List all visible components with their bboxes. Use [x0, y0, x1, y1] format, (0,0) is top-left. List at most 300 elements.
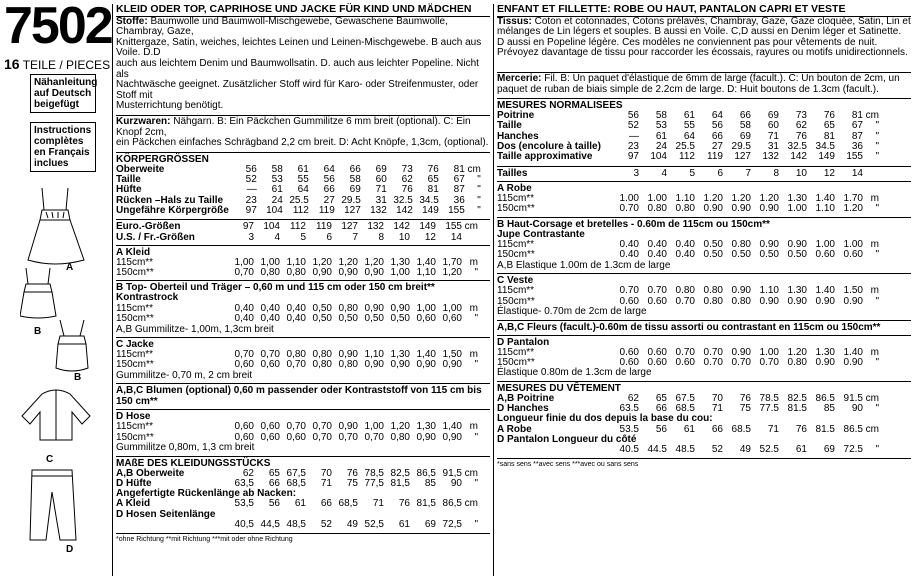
fr-body_rows-cell: 132 — [762, 151, 779, 163]
de-body_rows-row — [116, 206, 481, 216]
de-section-row-label: 150cm** — [116, 313, 154, 325]
de-garment-cell: 77,5 — [364, 477, 384, 489]
de-yardage-section — [116, 337, 490, 381]
de-size_rows-cell: 7 — [352, 231, 358, 243]
fr-size_rows-row-label: Tailles — [497, 167, 528, 179]
de-section-cell: 0,80 — [286, 267, 306, 279]
fr-size_rows-cell: 8 — [773, 167, 779, 179]
fr-garment-cell: 90 — [851, 402, 863, 414]
de-section-cell: 0,60 — [260, 421, 280, 433]
de-body_rows-row-label: Ungefähre Körpergröße — [116, 204, 229, 216]
fr-section-cell: 0.90 — [731, 203, 751, 215]
de-section-cell: 0,70 — [312, 431, 332, 443]
fr-section-cell: 1.30 — [815, 346, 835, 358]
de-garment-cell: 82,5 — [390, 467, 410, 479]
de-section-cell: 1,00 — [260, 256, 280, 268]
fr-section-cell: 0.60 — [815, 249, 835, 261]
de-section-cell: 0,40 — [234, 313, 254, 325]
de-body_rows-row-label: Taille — [116, 174, 141, 186]
fr-garment-label: D Hanches — [497, 402, 549, 414]
de-garment-cell: 65 — [268, 467, 280, 479]
fr-section-table — [497, 348, 879, 369]
fr-section-cell: 1.30 — [787, 192, 807, 204]
de-section-cell: 0,80 — [312, 359, 332, 371]
de-body_rows-cell: 36 — [453, 194, 465, 206]
fr-section-cell: 0.40 — [619, 239, 639, 251]
sketch-top-b-back — [56, 320, 88, 371]
de-garment-cell: 52 — [320, 519, 332, 531]
fr-section-cell: 0.80 — [787, 356, 807, 368]
fr-size_rows-cell: 5 — [689, 167, 695, 179]
de-garment-cell: 78,5 — [364, 467, 384, 479]
de-size_rows-cell: 14 — [450, 231, 462, 243]
fr-section-cell: 0.50 — [731, 249, 751, 261]
de-section-cell: 0,50 — [312, 302, 332, 314]
de-body_rows-cell: 87 — [453, 184, 465, 196]
de-body_rows-cell: 97 — [245, 204, 257, 216]
fr-body_rows-cell: 119 — [707, 151, 723, 163]
de-section-unit: m — [469, 349, 478, 361]
fr-section-cell: 1.10 — [675, 192, 695, 204]
pattern-number: 7502 — [4, 0, 112, 55]
fr-garment-cell: 65 — [655, 392, 667, 404]
fr-section-notion: Élastique- 0.70m de 2cm de large — [497, 305, 647, 317]
de-section-cell: 0,70 — [286, 359, 306, 371]
de-garment-cell: 67,5 — [286, 467, 306, 479]
de-body_rows-unit: " — [477, 184, 481, 196]
fr-section-cell: 0.60 — [647, 346, 667, 358]
de-size_rows-table — [116, 222, 478, 243]
de-garment-label: A,B Oberweite — [116, 467, 185, 479]
de-body_rows-unit: " — [477, 174, 481, 186]
de-body_rows-cell: 34.5 — [419, 194, 439, 206]
fr-section-unit: m — [870, 285, 879, 297]
de-garment-label: D Hosen Seitenlänge — [116, 508, 216, 520]
fr-section-head: C Veste — [497, 273, 911, 286]
fr-section-cell: 1.40 — [815, 192, 835, 204]
de-section-cell: 0,80 — [260, 267, 280, 279]
figure-label-d: D — [66, 544, 74, 555]
fr-section-cell: 0.70 — [675, 295, 695, 307]
de-garment-cell: 66 — [320, 498, 332, 510]
de-body_rows-cell: 76 — [401, 184, 413, 196]
fr-footnote: *sans sens **avec sens ***avec ou sans sens — [497, 458, 911, 471]
de-size_rows-cell: 97 — [242, 221, 254, 233]
fr-section-unit: " — [875, 249, 879, 261]
de-body_rows-cell: 67 — [453, 174, 465, 186]
de-section-row-label: 115cm** — [116, 349, 154, 361]
de-section-cell: 0,60 — [260, 359, 280, 371]
fr-section-cell: 0.60 — [619, 356, 639, 368]
fr-section-cell: 0.60 — [843, 249, 863, 261]
fr-body_rows-unit: " — [875, 130, 879, 142]
de-garment-cell: 86,5 — [416, 467, 436, 479]
de-section-unit: m — [469, 302, 478, 314]
fr-body_rows-table — [497, 111, 879, 162]
de-body_rows-unit: " — [477, 194, 481, 206]
fr-size_rows-cell: 10 — [795, 167, 807, 179]
de-section-cell: 1,00 — [234, 256, 254, 268]
fr-section-cell: 0.90 — [759, 203, 779, 215]
fr-section-row-label: 150cm** — [497, 203, 535, 215]
fr-section-cell: 1.20 — [787, 346, 807, 358]
fr-section-cell: 1.00 — [619, 192, 639, 204]
de-body_rows-cell: 66 — [349, 163, 361, 175]
fr-garment-cell: 86.5 — [815, 392, 835, 404]
de-section-cell: 1,50 — [442, 349, 462, 361]
de-garment-label: A Kleid — [116, 498, 151, 510]
fr-section-row-label: 115cm** — [497, 192, 535, 204]
de-section-cell: 0,90 — [364, 267, 384, 279]
fr-section-cell: 0.60 — [647, 356, 667, 368]
de-footnote: *ohne Richtung **mit Richtung ***mit oder ohne Richtung — [116, 533, 490, 546]
fr-garment-cell: 71 — [711, 402, 723, 414]
fr-size_rows-cell: 6 — [717, 167, 723, 179]
fr-section-cell: 1.40 — [843, 346, 863, 358]
fr-body_rows-row-label: Taille approximative — [497, 151, 593, 163]
fr-section-cell: 0.70 — [703, 346, 723, 358]
de-section-cell: 0,60 — [234, 359, 254, 371]
figure-label-a: A — [66, 262, 74, 273]
fr-body_rows-cell: 155 — [846, 151, 863, 163]
fr-garment-label — [497, 445, 611, 455]
de-section-cell: 1,20 — [312, 256, 332, 268]
fr-section-cell: 0.80 — [731, 295, 751, 307]
fr-section-cell: 1.70 — [843, 192, 863, 204]
de-section-cell: 0,70 — [338, 431, 358, 443]
fr-section-cell: 0.60 — [675, 356, 695, 368]
de-fabrics: Stoffe: Baumwolle und Baumwoll-Mischgewebe, Gewaschene Baumwolle, Chambray, Gaze, Knittergaze, Satin, weiches, leichtes Leinen und Leinen-Mischgewebe. B auch aus Voile. D.D auch aus leichtem Denim und Baumwollsatin. D. auch aus leichter Popeline. Nicht als Nachtwäsche geeignet. Zusätzlicher Stoff wird für Karo- oder Streifenmuster, oder Stoff mit Musterrichtung benötigt. — [116, 16, 490, 112]
de-section-cell: 1,40 — [442, 421, 462, 433]
de-section-cell: 0,50 — [364, 313, 384, 325]
de-section-cell: 0,90 — [416, 431, 436, 443]
de-garment-cell: 61 — [294, 498, 306, 510]
de-section-unit: m — [469, 421, 478, 433]
fr-garment-unit: cm — [865, 392, 879, 404]
fr-size_rows-cell: 14 — [851, 167, 863, 179]
fr-body_rows-cell: 69 — [739, 130, 751, 142]
de-section-unit: " — [474, 431, 478, 443]
de-section-row-label: 115cm** — [116, 421, 154, 433]
fr-size_rows-table — [497, 169, 879, 179]
fr-size-rows — [497, 166, 911, 179]
fr-body_rows-cell: 56 — [627, 110, 639, 122]
fr-section-cell: 0.80 — [675, 285, 695, 297]
de-garment-cell: 40,5 — [234, 519, 254, 531]
fr-garment-cell: 52 — [711, 444, 723, 456]
fr-section-cell: 0.60 — [647, 295, 667, 307]
de-section-cell: 1,10 — [286, 256, 306, 268]
de-section-row-label: 150cm** — [116, 359, 154, 371]
fr-tables — [497, 98, 911, 471]
fr-section-cell: 1.20 — [759, 192, 779, 204]
de-section-cell: 0,80 — [338, 359, 358, 371]
fr-section-cell: 0.60 — [619, 346, 639, 358]
de-body_rows-cell: 23 — [245, 194, 257, 206]
de-body_rows-cell: 73 — [401, 163, 413, 175]
de-section-notion: Gummilitze 0,80m, 1,3 cm breit — [116, 441, 255, 453]
fr-section-cell: 0.90 — [759, 295, 779, 307]
de-size_rows-cell: 119 — [316, 221, 332, 233]
de-garment-cell: 62 — [242, 467, 254, 479]
de-body_rows-cell: 76 — [427, 163, 439, 175]
de-section-cell: 0,70 — [364, 431, 384, 443]
de-garment-label: D Hüfte — [116, 477, 152, 489]
de-garment-label — [116, 520, 228, 530]
de-section-table — [116, 304, 478, 325]
fr-body_rows-cell: 55 — [683, 120, 695, 132]
fr-garment-cell: 48.5 — [675, 444, 695, 456]
fr-section-cell: 0.90 — [843, 356, 863, 368]
de-section-cell: 0,60 — [442, 313, 462, 325]
de-garment-header: MAßE DES KLEIDUNGSSTÜCKS — [116, 456, 490, 469]
de-section-cell: 0,60 — [234, 431, 254, 443]
de-body_rows-cell: 69 — [349, 184, 361, 196]
fr-section-cell: 0.70 — [675, 346, 695, 358]
fr-body_rows-cell: 61 — [683, 110, 695, 122]
fr-section-head: A,B,C Fleurs (facult.)-0.60m de tissu assorti ou contrastant en 115cm ou 150cm** — [497, 320, 911, 333]
fr-section-table — [497, 194, 879, 215]
de-body-header: KÖRPERGRÖSSEN — [116, 152, 490, 165]
de-garment-row — [116, 520, 478, 530]
fr-garment-label: A,B Poitrine — [497, 392, 555, 404]
de-section-head: B Top- Oberteil und Träger – 0,60 m und 115 cm oder 150 cm breit** — [116, 280, 490, 293]
fr-section-head: D Pantalon — [497, 335, 911, 348]
fr-garment-cell: 61 — [795, 444, 807, 456]
de-section-row-label: 150cm** — [116, 431, 154, 443]
fr-section-cell: 1.00 — [647, 192, 667, 204]
de-section-cell: 1,30 — [390, 256, 410, 268]
de-section-cell: 1,30 — [416, 421, 436, 433]
de-body_rows-row-label: Hüfte — [116, 184, 142, 196]
fr-section-table — [497, 240, 879, 261]
de-section-cell: 0,80 — [312, 349, 332, 361]
fr-yardage-section — [497, 217, 911, 272]
fr-section-cell: 0.80 — [703, 295, 723, 307]
de-title: KLEID ODER TOP, CAPRIHOSE UND JACKE FÜR KIND UND MÄDCHEN — [116, 3, 472, 15]
figure-label-b: B — [34, 326, 42, 337]
de-section-cell: 0,90 — [338, 349, 358, 361]
de-section-table — [116, 258, 478, 279]
de-section-cell: 0,50 — [338, 313, 358, 325]
de-section-sub: Kontrastrock — [116, 292, 179, 304]
fr-body_rows-cell: 67 — [851, 120, 863, 132]
de-size_rows-cell: 3 — [248, 231, 254, 243]
de-section-cell: 1,40 — [416, 349, 436, 361]
fr-section-head: A Robe — [497, 181, 911, 194]
fr-body_rows-row-label: Dos (encolure à taille) — [497, 141, 601, 153]
de-size_rows-cell: 12 — [424, 231, 436, 243]
de-garment-cell: 53,5 — [234, 498, 254, 510]
fr-section-cell: 0.40 — [675, 249, 695, 261]
fr-section-cell: 0.40 — [647, 249, 667, 261]
fr-garment-cell: 63.5 — [619, 402, 639, 414]
de-section-cell: 0,60 — [416, 313, 436, 325]
de-yardage-section — [116, 383, 490, 407]
de-size_rows-cell: 142 — [393, 221, 410, 233]
de-section-cell: 0,40 — [286, 302, 306, 314]
de-size_rows-cell: 6 — [326, 231, 332, 243]
de-body_rows-cell: 58 — [349, 174, 361, 186]
de-body_rows-cell: 71 — [375, 184, 387, 196]
de-body_rows-cell: 127 — [344, 204, 361, 216]
de-size_rows-cell: 8 — [378, 231, 384, 243]
fr-section-cell: 0.90 — [787, 239, 807, 251]
de-garment-cell: 68,5 — [286, 477, 306, 489]
fr-garment-cell: 85 — [823, 402, 835, 414]
de-section-cell: 0,40 — [260, 302, 280, 314]
de-size_rows-row-label: Euro.-Größen — [116, 221, 181, 233]
fr-body_rows-cell: — — [629, 130, 639, 142]
de-garment-cell: 66 — [268, 477, 280, 489]
fr-body-header: MESURES NORMALISEES — [497, 98, 911, 111]
fr-yardage-section — [497, 335, 911, 379]
fr-body_rows-unit: " — [875, 141, 879, 153]
de-body_rows-cell: 112 — [292, 204, 309, 216]
de-size_rows-cell: 132 — [367, 221, 384, 233]
fr-body_rows-cell: 27 — [711, 141, 723, 153]
de-size_rows-row — [116, 222, 478, 232]
de-body_rows-cell: 132 — [370, 204, 387, 216]
de-size_rows-cell: 104 — [263, 221, 280, 233]
fr-size_rows-cell: 7 — [745, 167, 751, 179]
de-section-unit: " — [474, 313, 478, 325]
de-section-row-label: 115cm** — [116, 302, 154, 314]
de-section-cell: 0,60 — [260, 431, 280, 443]
de-body_rows-cell: 142 — [396, 204, 413, 216]
de-section-cell: 1,10 — [416, 267, 436, 279]
de-garment-cell: 76 — [346, 467, 358, 479]
fr-garment-cell: 76 — [795, 423, 807, 435]
de-section-cell: 0,90 — [390, 302, 410, 314]
fr-section-cell: 0.50 — [703, 239, 723, 251]
de-garment-unit: cm — [464, 467, 478, 479]
de-section-cell: 1,20 — [390, 421, 410, 433]
fr-body_rows-cell: 66 — [739, 110, 751, 122]
fr-body_rows-cell: 149 — [818, 151, 835, 163]
de-section-unit: m — [469, 256, 478, 268]
fr-section-table — [497, 286, 879, 307]
de-section-cell: 0,90 — [442, 359, 462, 371]
de-garment-cell: 52,5 — [364, 519, 384, 531]
fr-section-cell: 0.50 — [787, 249, 807, 261]
fr-section-cell: 1.00 — [815, 239, 835, 251]
fr-body_rows-cell: 34.5 — [815, 141, 835, 153]
de-body_rows-unit: cm — [467, 163, 481, 175]
fr-section-cell: 1.20 — [843, 203, 863, 215]
fr-garment-cell: 66 — [711, 423, 723, 435]
de-section-cell: 1,20 — [442, 267, 462, 279]
de-size_rows-cell: 127 — [341, 221, 358, 233]
de-garment-cell: 56 — [268, 498, 280, 510]
de-section-cell: 1,20 — [338, 256, 358, 268]
de-body_rows-cell: 61 — [271, 184, 283, 196]
de-section-cell: 0,90 — [338, 267, 358, 279]
fr-section-unit: m — [870, 192, 879, 204]
fr-section-row-label: 150cm** — [497, 356, 535, 368]
de-garment-cell: 68,5 — [338, 498, 358, 510]
fr-section-cell: 0.80 — [703, 285, 723, 297]
fr-body_rows-unit: " — [875, 120, 879, 132]
sketch-dress-a — [28, 188, 84, 264]
fr-section-cell: 0.40 — [619, 249, 639, 261]
fr-yardage-section — [497, 181, 911, 215]
fr-section-cell: 0.90 — [703, 203, 723, 215]
de-garment-cell: 71 — [320, 477, 332, 489]
fr-section-cell: 0.40 — [675, 239, 695, 251]
de-section-cell: 0,70 — [234, 267, 254, 279]
de-body_rows-cell: 52 — [245, 174, 257, 186]
fr-garment-unit: cm — [865, 423, 879, 435]
de-notions: Kurzwaren: Nähgarn. B: Ein Päckchen Gummilitze 6 mm breit (optional). C: Ein Knopf 2cm, ein Päckchen einfaches Schrägband 2,2 cm breit. D: Acht Knöpfe, 1,3cm, (optional). — [116, 115, 489, 149]
fr-body_rows-cell: 71 — [767, 130, 779, 142]
de-section-cell: 0,40 — [234, 302, 254, 314]
fr-size_rows-cell: 3 — [633, 167, 639, 179]
fr-section-cell: 1.50 — [843, 285, 863, 297]
fr-garment-cell: 44.5 — [647, 444, 667, 456]
fr-body_rows-cell: 23 — [627, 141, 639, 153]
de-section-cell: 0,70 — [260, 349, 280, 361]
de-section-cell: 0,70 — [286, 421, 306, 433]
de-garment-cell: 61 — [398, 519, 410, 531]
fr-section-cell: 0.90 — [815, 295, 835, 307]
fr-body_rows-cell: 58 — [655, 110, 667, 122]
fr-body_rows-cell: 66 — [711, 130, 723, 142]
de-yardage-section — [116, 409, 490, 453]
de-section-cell: 1,00 — [390, 267, 410, 279]
fr-section-cell: 0.70 — [703, 356, 723, 368]
de-section-cell: 0,90 — [364, 302, 384, 314]
fr-section-cell: 1.20 — [731, 192, 751, 204]
fr-garment-cell: 69 — [823, 444, 835, 456]
german-column — [116, 4, 490, 546]
fr-body_rows-cell: 112 — [679, 151, 695, 163]
fr-body_rows-cell: 64 — [683, 130, 695, 142]
de-body_rows-cell: 53 — [271, 174, 283, 186]
de-garment-cell: 71 — [372, 498, 384, 510]
fr-title: ENFANT ET FILLETTE: ROBE OU HAUT, PANTALON CAPRI ET VESTE — [497, 3, 846, 15]
fr-body_rows-row-label: Taille — [497, 120, 522, 132]
fr-section-cell: 0.90 — [843, 295, 863, 307]
fr-garment-cell: 78.5 — [759, 392, 779, 404]
fr-body_rows-cell: 29.5 — [731, 141, 751, 153]
de-section-cell: 0,50 — [312, 313, 332, 325]
de-body_rows-cell: 31 — [375, 194, 387, 206]
fr-body_rows-row — [497, 152, 879, 162]
de-section-cell: 1,30 — [390, 349, 410, 361]
fr-body_rows-cell: 69 — [767, 110, 779, 122]
de-size_rows-row-label: U.S. / Fr.-Größen — [116, 231, 195, 243]
fr-garment-cell: 56 — [655, 423, 667, 435]
fr-garment-cell: 49 — [739, 444, 751, 456]
fr-section-cell: 0.50 — [759, 249, 779, 261]
fr-body_rows-cell: 53 — [655, 120, 667, 132]
fr-body_rows-cell: 52 — [627, 120, 639, 132]
de-garment-unit: cm — [464, 498, 478, 510]
fr-section-cell: 0.70 — [731, 356, 751, 368]
fr-body_rows-cell: 104 — [650, 151, 667, 163]
de-body_rows-row-label: Rücken –Hals zu Taille — [116, 194, 224, 206]
figure-label-b-back: B — [74, 372, 82, 383]
de-garment-cell: 48,5 — [286, 519, 306, 531]
fr-body_rows-cell: 25.5 — [675, 141, 695, 153]
de-garment-cell: 91,5 — [442, 467, 462, 479]
fr-section-cell: 0.90 — [787, 295, 807, 307]
de-section-table — [116, 350, 478, 371]
de-yardage-section — [116, 245, 490, 279]
fr-garment-cell: 40.5 — [619, 444, 639, 456]
de-section-cell: 1,20 — [364, 256, 384, 268]
